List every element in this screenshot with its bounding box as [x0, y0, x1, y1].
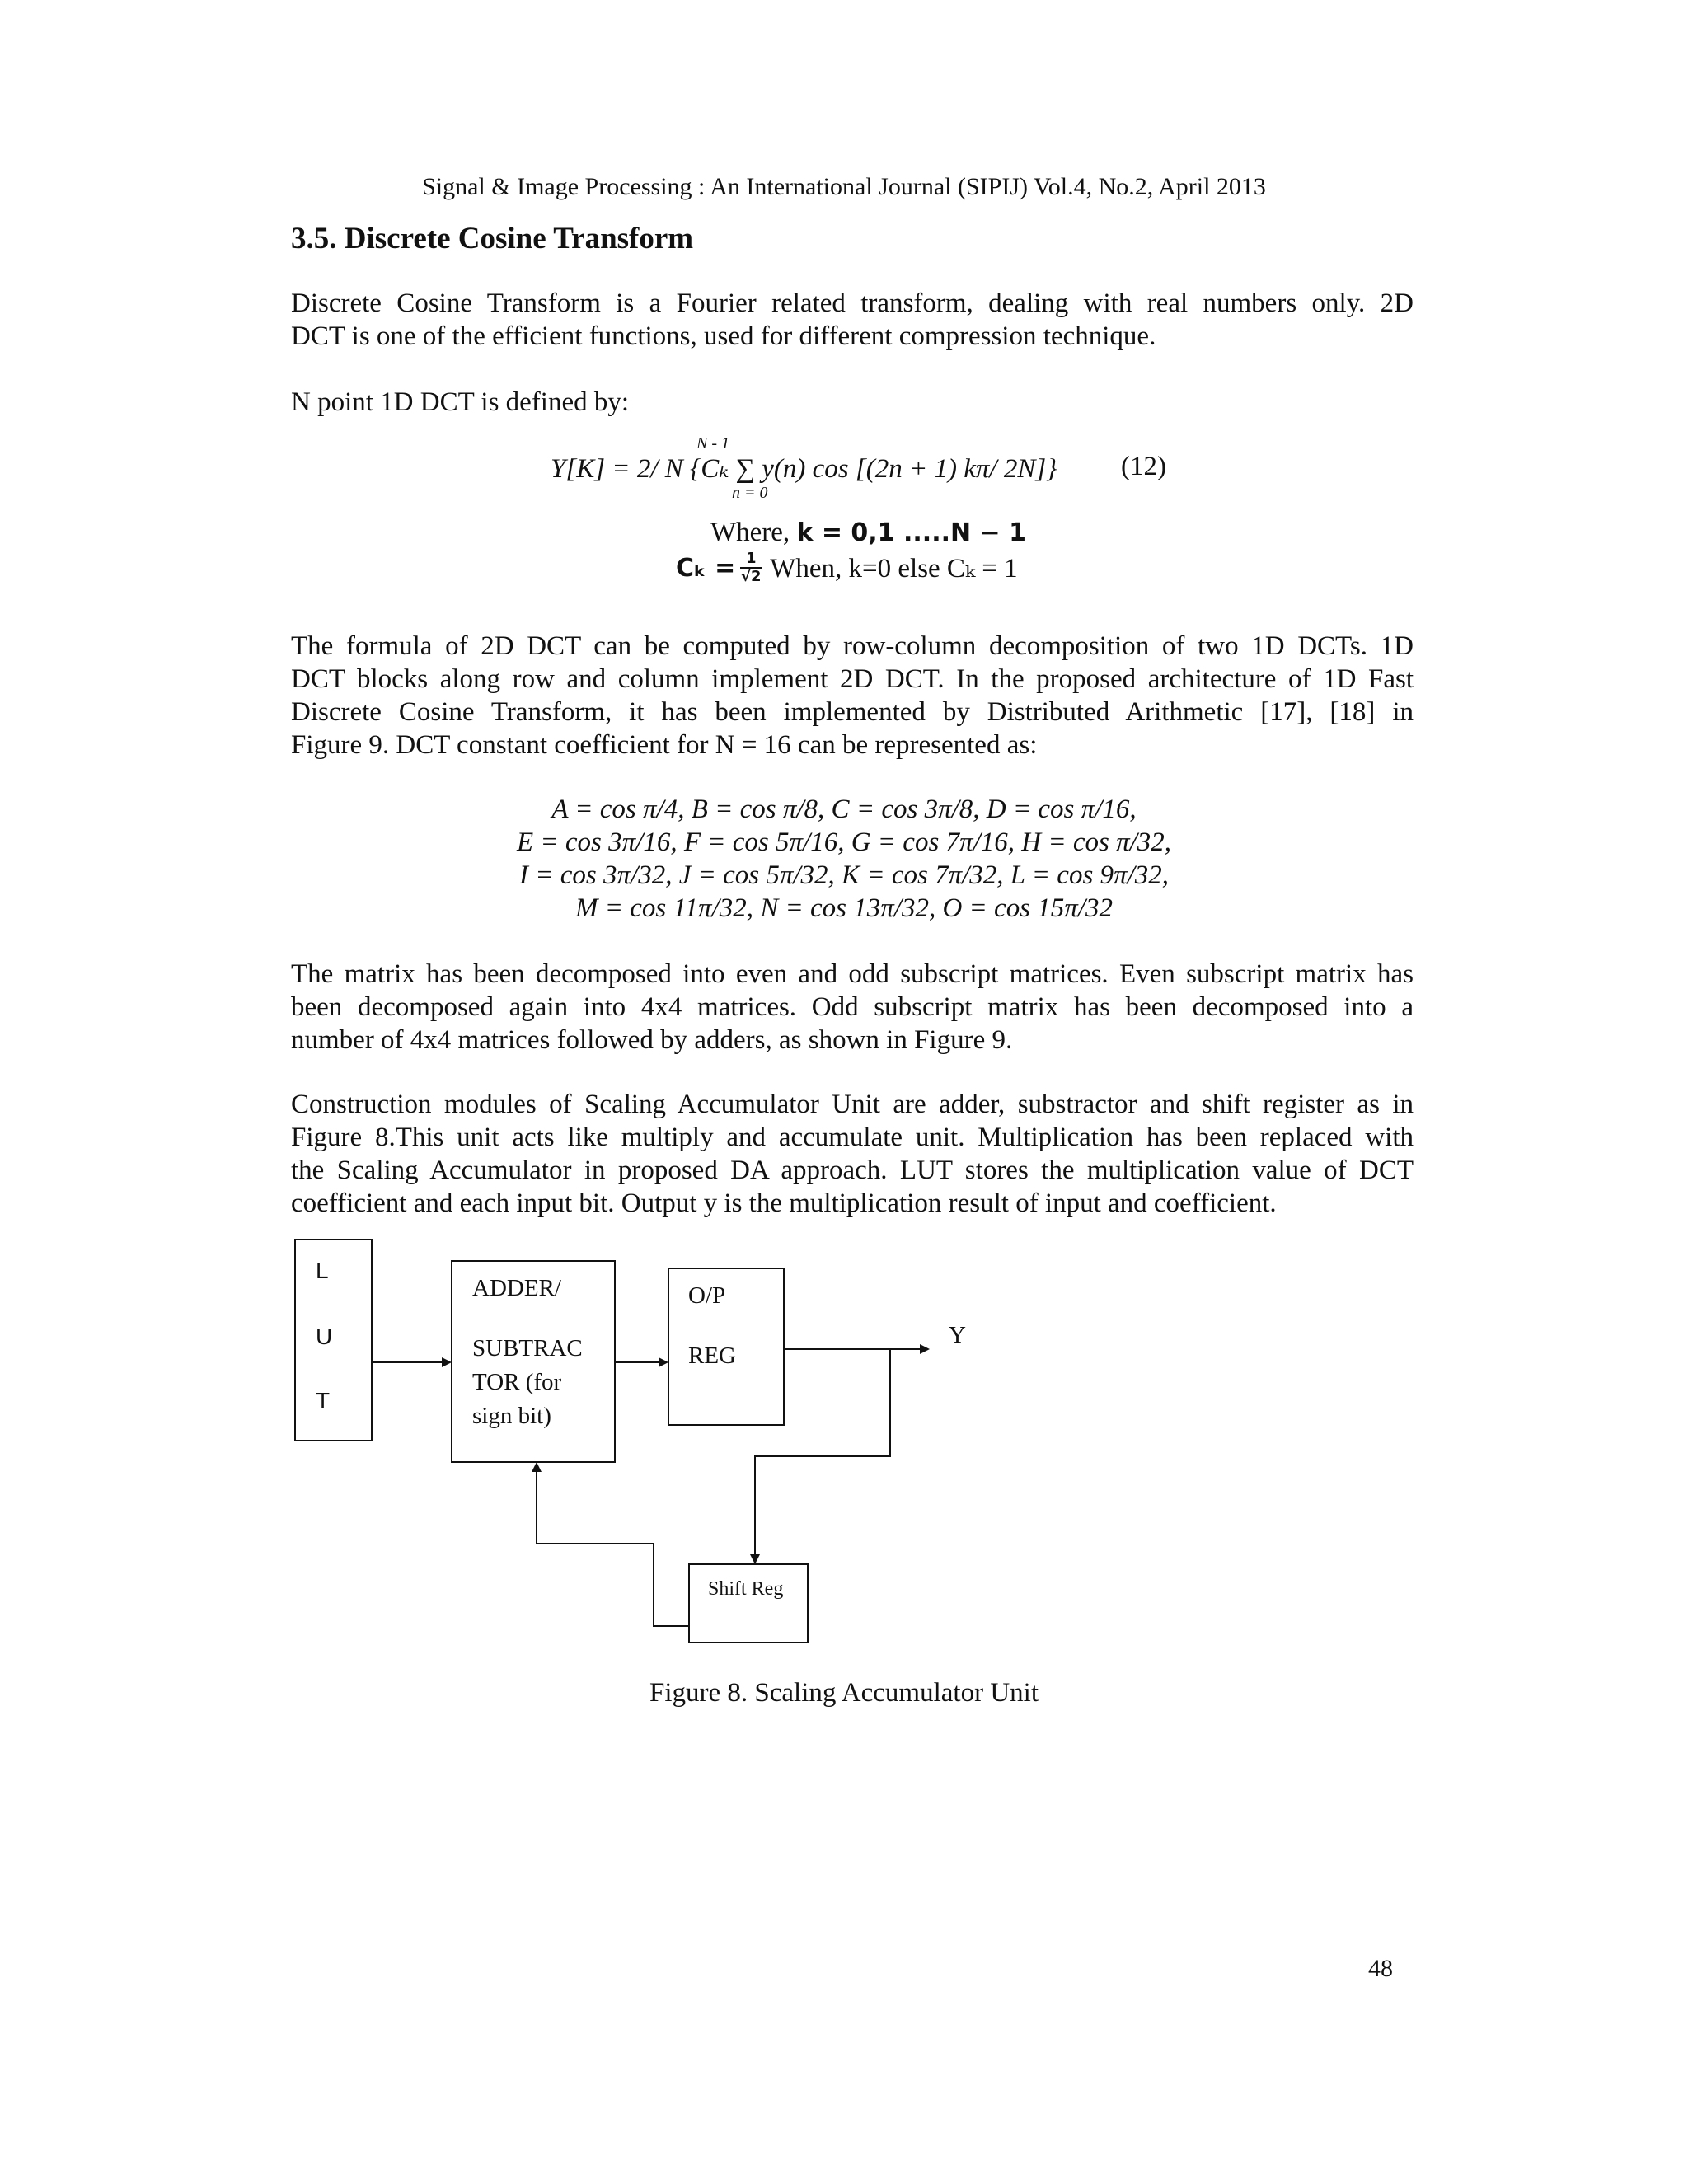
- running-header: Signal & Image Processing : An International Journal (SIPIJ) Vol.4, No.2, April 2013: [422, 173, 1266, 200]
- para-line: coefficient and each input bit. Output y is the multiplication result of input and coefficient.: [291, 1188, 1277, 1218]
- lut-letter-t: T: [316, 1388, 331, 1413]
- sum-upper-limit: N - 1: [696, 434, 729, 452]
- adder-line: SUBTRAC: [472, 1335, 583, 1361]
- lut-letter-l: L: [316, 1258, 329, 1283]
- para-line: Figure 9. DCT constant coefficient for N = 16 can be represented as:: [291, 730, 1038, 760]
- para-line: Construction modules of Scaling Accumulator Unit are adder, substractor and shift register as in: [291, 1090, 1414, 1119]
- shift-reg-block: [689, 1564, 808, 1643]
- frac-denominator: √2: [740, 568, 762, 585]
- where-prefix: Where,: [710, 518, 790, 547]
- op-reg-line: REG: [688, 1343, 736, 1369]
- para-line: DCT blocks along row and column implement 2D DCT. In the proposed architecture of 1D Fast: [291, 664, 1414, 694]
- equation-number: (12): [1121, 452, 1166, 481]
- output-to-shift-arrow: [755, 1349, 890, 1563]
- para-line: been decomposed again into 4x4 matrices. Odd subscript matrix has been decomposed into a: [291, 992, 1414, 1022]
- page-number: 48: [1368, 1955, 1393, 1982]
- lut-block: [295, 1240, 372, 1441]
- figure-caption: Figure 8. Scaling Accumulator Unit: [649, 1678, 1039, 1708]
- sum-lower-limit: n = 0: [732, 484, 768, 502]
- para-line: Figure 8.This unit acts like multiply and accumulate unit. Multiplication has been replaced with: [291, 1122, 1414, 1152]
- ck-lhs: Cₖ =: [676, 553, 736, 583]
- intro-line: Discrete Cosine Transform is a Fourier related transform, dealing with real numbers only. 2D: [291, 288, 1414, 318]
- output-y-label: Y: [949, 1322, 966, 1348]
- coefficient-line: A = cos π/4, B = cos π/8, C = cos 3π/8, D = cos π/16,: [551, 794, 1137, 824]
- frac-numerator: 1: [745, 550, 757, 567]
- coefficient-line: I = cos 3π/32, J = cos 5π/32, K = cos 7π/32, L = cos 9π/32,: [519, 860, 1169, 890]
- adder-line: TOR (for: [472, 1369, 562, 1395]
- para-line: The matrix has been decomposed into even and odd subscript matrices. Even subscript matrix has: [291, 959, 1414, 989]
- para-line: number of 4x4 matrices followed by adders, as shown in Figure 9.: [291, 1025, 1013, 1055]
- lut-letter-u: U: [316, 1324, 333, 1349]
- adder-line: sign bit): [472, 1403, 551, 1429]
- dct-equation: Y[K] = 2/ N {Cₖ ∑ y(n) cos [(2n + 1) kπ/ 2N]}: [551, 454, 1057, 484]
- para-line: Discrete Cosine Transform, it has been implemented by Distributed Arithmetic [17], [18] in: [291, 697, 1414, 727]
- op-reg-line: O/P: [688, 1282, 726, 1309]
- section-title: 3.5. Discrete Cosine Transform: [291, 222, 694, 255]
- coefficient-line: M = cos 11π/32, N = cos 13π/32, O = cos 15π/32: [574, 893, 1113, 923]
- para-line: the Scaling Accumulator in proposed DA approach. LUT stores the multiplication value of DCT: [291, 1155, 1414, 1185]
- k-range: k = 0,1 .....N − 1: [796, 518, 1026, 547]
- npoint-line: N point 1D DCT is defined by:: [291, 387, 630, 417]
- shift-reg-label: Shift Reg: [708, 1578, 784, 1600]
- shift-to-adder-feedback-arrow: [537, 1464, 689, 1626]
- intro-line: DCT is one of the efficient functions, used for different compression technique.: [291, 321, 1156, 351]
- para-line: The formula of 2D DCT can be computed by row-column decomposition of two 1D DCTs. 1D: [291, 631, 1414, 661]
- ck-condition: When, k=0 else Cₖ = 1: [770, 554, 1018, 583]
- adder-line: ADDER/: [472, 1275, 561, 1301]
- coefficient-line: E = cos 3π/16, F = cos 5π/16, G = cos 7π/16, H = cos π/32,: [516, 827, 1172, 857]
